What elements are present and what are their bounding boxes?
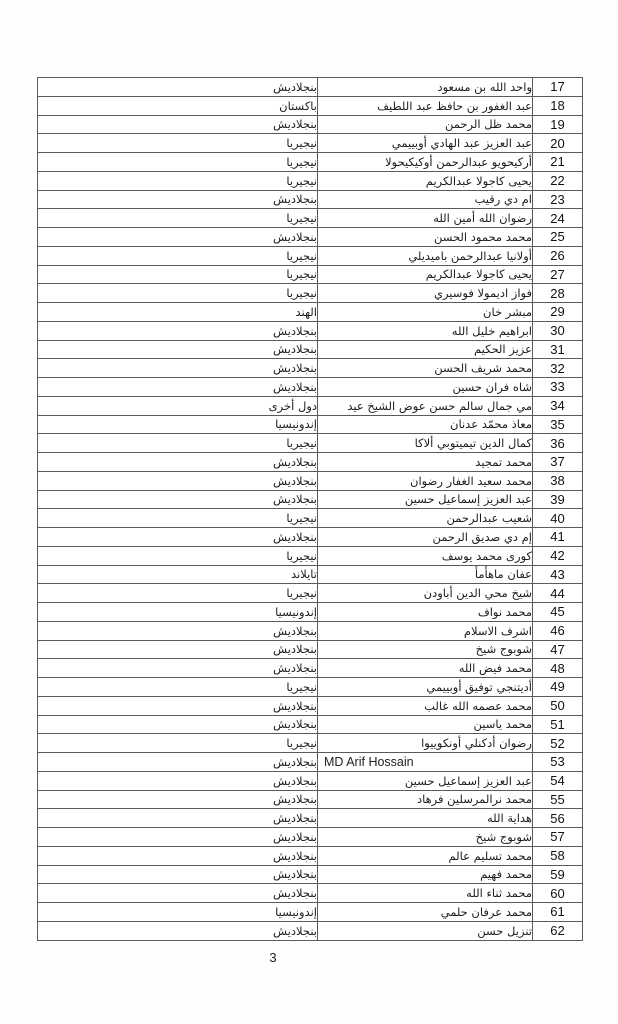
row-number-cell: 40: [533, 509, 583, 528]
table-row: [38, 490, 583, 509]
country-cell: بنجلاديش: [38, 640, 318, 659]
table-row: [38, 115, 583, 134]
table-row: [38, 584, 583, 603]
table-row: [38, 715, 583, 734]
country-cell: نيجيريا: [38, 171, 318, 190]
name-cell: محمد فيض الله: [318, 659, 533, 678]
country-cell: بنجلاديش: [38, 809, 318, 828]
name-cell: أولانيا عبدالرحمن باميديلي: [318, 246, 533, 265]
name-cell: محمد محمود الحسن: [318, 228, 533, 247]
country-cell: بنجلاديش: [38, 490, 318, 509]
name-cell: MD Arif Hossain: [318, 753, 533, 772]
table-row: [38, 509, 583, 528]
row-number-cell: 47: [533, 640, 583, 659]
row-number-cell: 57: [533, 828, 583, 847]
row-number-cell: 60: [533, 884, 583, 903]
table-row: [38, 621, 583, 640]
country-cell: بنجلاديش: [38, 696, 318, 715]
country-cell: نيجيريا: [38, 284, 318, 303]
country-cell: دول أخرى: [38, 396, 318, 415]
table-row: [38, 96, 583, 115]
row-number-cell: 61: [533, 903, 583, 922]
names-table: [37, 77, 583, 941]
name-cell: مي جمال سالم حسن عوض الشيخ عيد: [318, 396, 533, 415]
name-cell: اشرف الاسلام: [318, 621, 533, 640]
table-row: [38, 903, 583, 922]
table-row: [38, 246, 583, 265]
name-cell: محمد سعيد الغفار رضوان: [318, 471, 533, 490]
name-cell: أركيحويو عبدالرحمن أوكيكيحولا: [318, 153, 533, 172]
row-number-cell: 44: [533, 584, 583, 603]
name-cell: إم دي صديق الرحمن: [318, 528, 533, 547]
name-cell: يحيى كاجولا عبدالكريم: [318, 265, 533, 284]
table-row: [38, 640, 583, 659]
country-cell: بنجلاديش: [38, 115, 318, 134]
row-number-cell: 51: [533, 715, 583, 734]
table-row: [38, 753, 583, 772]
table-row: [38, 603, 583, 622]
row-number-cell: 34: [533, 396, 583, 415]
name-cell: ام دي رقيب: [318, 190, 533, 209]
row-number-cell: 38: [533, 471, 583, 490]
table-row: [38, 790, 583, 809]
name-cell: رضوان الله أمين الله: [318, 209, 533, 228]
table-row: [38, 396, 583, 415]
table-row: [38, 528, 583, 547]
row-number-cell: 23: [533, 190, 583, 209]
row-number-cell: 62: [533, 921, 583, 940]
country-cell: إندونيسيا: [38, 903, 318, 922]
table-row: [38, 340, 583, 359]
row-number-cell: 42: [533, 546, 583, 565]
name-cell: محمد نرالمرسلين فرهاد: [318, 790, 533, 809]
country-cell: بنجلاديش: [38, 865, 318, 884]
table-row: [38, 78, 583, 97]
row-number-cell: 25: [533, 228, 583, 247]
name-cell: محمد شريف الحسن: [318, 359, 533, 378]
name-cell: عبد العزيز إسماعيل حسين: [318, 490, 533, 509]
name-cell: أديتنجي توفيق أوبييمي: [318, 678, 533, 697]
row-number-cell: 35: [533, 415, 583, 434]
table-row: [38, 190, 583, 209]
country-cell: نيجيريا: [38, 265, 318, 284]
name-cell: فواز اديمولا فوسيري: [318, 284, 533, 303]
row-number-cell: 45: [533, 603, 583, 622]
row-number-cell: 50: [533, 696, 583, 715]
name-cell: شعيب عبدالرحمن: [318, 509, 533, 528]
name-cell: محمد نواف: [318, 603, 533, 622]
row-number-cell: 17: [533, 78, 583, 97]
name-cell: محمد ثناء الله: [318, 884, 533, 903]
name-cell: محمد فهيم: [318, 865, 533, 884]
table-row: [38, 771, 583, 790]
row-number-cell: 41: [533, 528, 583, 547]
row-number-cell: 29: [533, 303, 583, 322]
names-table-body: [38, 78, 583, 941]
table-row: [38, 434, 583, 453]
name-cell: كمال الدين تيميتوبي ألاكا: [318, 434, 533, 453]
table-row: [38, 171, 583, 190]
country-cell: باكستان: [38, 96, 318, 115]
name-cell: محمد ياسين: [318, 715, 533, 734]
country-cell: إندونيسيا: [38, 603, 318, 622]
table-row: [38, 378, 583, 397]
country-cell: بنجلاديش: [38, 884, 318, 903]
row-number-cell: 18: [533, 96, 583, 115]
row-number-cell: 59: [533, 865, 583, 884]
country-cell: بنجلاديش: [38, 921, 318, 940]
country-cell: بنجلاديش: [38, 828, 318, 847]
country-cell: بنجلاديش: [38, 659, 318, 678]
row-number-cell: 53: [533, 753, 583, 772]
table-row: [38, 471, 583, 490]
name-cell: كورى محمد يوسف: [318, 546, 533, 565]
country-cell: بنجلاديش: [38, 790, 318, 809]
country-cell: نيجيريا: [38, 509, 318, 528]
name-cell: شاه فران حسين: [318, 378, 533, 397]
name-cell: شوبوج شيخ: [318, 640, 533, 659]
country-cell: بنجلاديش: [38, 378, 318, 397]
table-row: [38, 453, 583, 472]
country-cell: بنجلاديش: [38, 715, 318, 734]
country-cell: بنجلاديش: [38, 753, 318, 772]
table-row: [38, 321, 583, 340]
table-row: [38, 546, 583, 565]
country-cell: بنجلاديش: [38, 621, 318, 640]
country-cell: نيجيريا: [38, 209, 318, 228]
name-cell: هداية الله: [318, 809, 533, 828]
name-cell: ابراهيم خليل الله: [318, 321, 533, 340]
name-cell: عبد الغفور بن حافظ عبد اللطيف: [318, 96, 533, 115]
name-cell: محمد عصمه الله غالب: [318, 696, 533, 715]
country-cell: الهند: [38, 303, 318, 322]
table-row: [38, 209, 583, 228]
country-cell: نيجيريا: [38, 734, 318, 753]
table-row: [38, 734, 583, 753]
row-number-cell: 28: [533, 284, 583, 303]
name-cell: رضوان أدكنلي أونكوييوا: [318, 734, 533, 753]
row-number-cell: 32: [533, 359, 583, 378]
table-row: [38, 228, 583, 247]
name-cell: تنزيل حسن: [318, 921, 533, 940]
table-row: [38, 265, 583, 284]
row-number-cell: 48: [533, 659, 583, 678]
country-cell: بنجلاديش: [38, 453, 318, 472]
country-cell: بنجلاديش: [38, 228, 318, 247]
table-row: [38, 565, 583, 584]
row-number-cell: 22: [533, 171, 583, 190]
page-number: 3: [269, 950, 277, 965]
name-cell: معاذ محمّد عدنان: [318, 415, 533, 434]
table-row: [38, 828, 583, 847]
row-number-cell: 43: [533, 565, 583, 584]
row-number-cell: 55: [533, 790, 583, 809]
country-cell: بنجلاديش: [38, 771, 318, 790]
country-cell: بنجلاديش: [38, 528, 318, 547]
country-cell: نيجيريا: [38, 678, 318, 697]
country-cell: نيجيريا: [38, 153, 318, 172]
name-cell: عبد العزيز إسماعيل حسين: [318, 771, 533, 790]
name-cell: عزيز الحكيم: [318, 340, 533, 359]
table-row: [38, 359, 583, 378]
row-number-cell: 26: [533, 246, 583, 265]
name-cell: شوبوج شيخ: [318, 828, 533, 847]
name-cell: يحيى كاجولا عبدالكريم: [318, 171, 533, 190]
table-row: [38, 678, 583, 697]
table-row: [38, 134, 583, 153]
name-cell: شيخ محي الدين أباودن: [318, 584, 533, 603]
name-cell: محمد تمجيد: [318, 453, 533, 472]
row-number-cell: 31: [533, 340, 583, 359]
row-number-cell: 24: [533, 209, 583, 228]
table-row: [38, 809, 583, 828]
row-number-cell: 21: [533, 153, 583, 172]
row-number-cell: 46: [533, 621, 583, 640]
row-number-cell: 49: [533, 678, 583, 697]
row-number-cell: 54: [533, 771, 583, 790]
row-number-cell: 27: [533, 265, 583, 284]
name-cell: محمد ظل الرحمن: [318, 115, 533, 134]
table-row: [38, 415, 583, 434]
country-cell: بنجلاديش: [38, 471, 318, 490]
country-cell: بنجلاديش: [38, 340, 318, 359]
row-number-cell: 37: [533, 453, 583, 472]
country-cell: بنجلاديش: [38, 78, 318, 97]
row-number-cell: 52: [533, 734, 583, 753]
row-number-cell: 58: [533, 846, 583, 865]
row-number-cell: 56: [533, 809, 583, 828]
table-row: [38, 884, 583, 903]
country-cell: نيجيريا: [38, 584, 318, 603]
row-number-cell: 19: [533, 115, 583, 134]
name-cell: محمد تسليم عالم: [318, 846, 533, 865]
table-row: [38, 153, 583, 172]
country-cell: نيجيريا: [38, 434, 318, 453]
country-cell: نيجيريا: [38, 546, 318, 565]
table-row: [38, 284, 583, 303]
table-row: [38, 696, 583, 715]
row-number-cell: 39: [533, 490, 583, 509]
country-cell: نيجيريا: [38, 134, 318, 153]
row-number-cell: 33: [533, 378, 583, 397]
country-cell: بنجلاديش: [38, 846, 318, 865]
country-cell: نيجيريا: [38, 246, 318, 265]
country-cell: إندونيسيا: [38, 415, 318, 434]
name-cell: عفان ماهأمأ: [318, 565, 533, 584]
table-row: [38, 921, 583, 940]
table-row: [38, 659, 583, 678]
name-cell: واحد الله بن مسعود: [318, 78, 533, 97]
country-cell: بنجلاديش: [38, 190, 318, 209]
country-cell: تايلاند: [38, 565, 318, 584]
name-cell: محمد عرفان حلمي: [318, 903, 533, 922]
table-row: [38, 865, 583, 884]
table-row: [38, 303, 583, 322]
row-number-cell: 36: [533, 434, 583, 453]
table-row: [38, 846, 583, 865]
row-number-cell: 20: [533, 134, 583, 153]
row-number-cell: 30: [533, 321, 583, 340]
country-cell: بنجلاديش: [38, 359, 318, 378]
name-cell: عبد العزيز عبد الهادي أوبييمي: [318, 134, 533, 153]
country-cell: بنجلاديش: [38, 321, 318, 340]
name-cell: مبشر خان: [318, 303, 533, 322]
